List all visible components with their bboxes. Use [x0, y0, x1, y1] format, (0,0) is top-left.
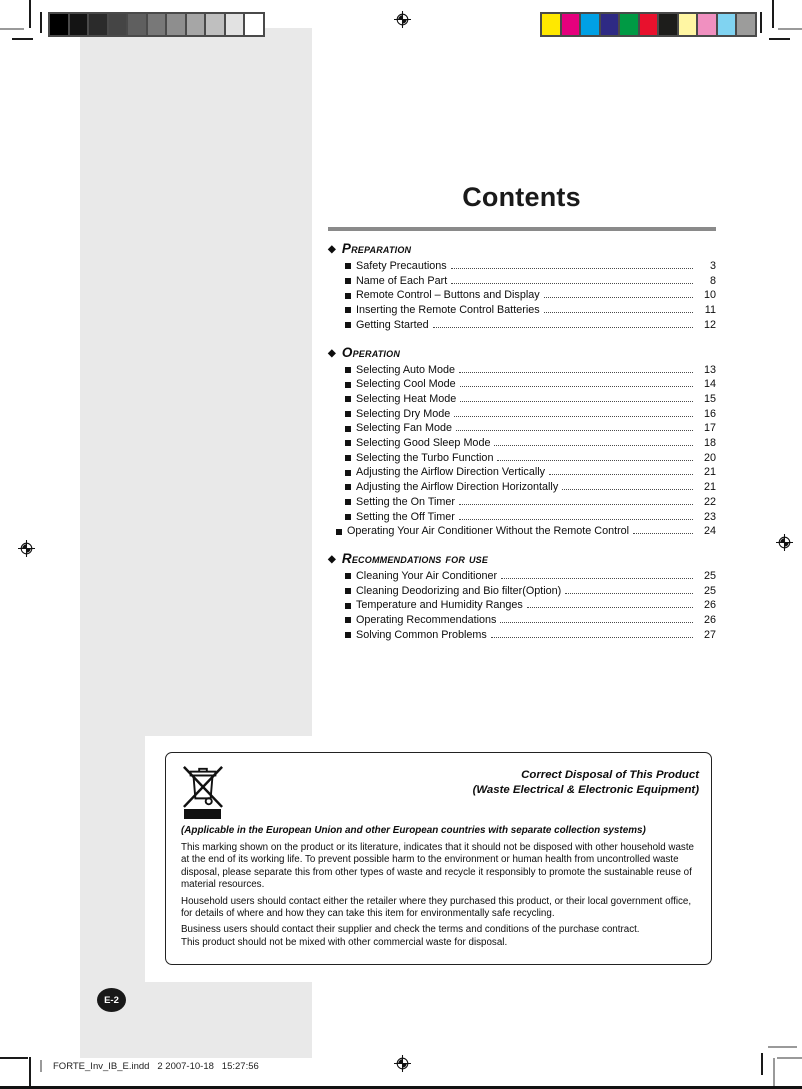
toc-item [328, 480, 716, 495]
toc-item [328, 613, 716, 628]
toc-page-number: 22 [703, 495, 716, 508]
toc-leader [500, 622, 693, 623]
toc-leader [451, 268, 693, 269]
toc-item [328, 259, 716, 274]
square-bullet-icon [345, 426, 351, 432]
color-swatch [698, 14, 718, 35]
toc-item [328, 524, 716, 539]
toc [328, 241, 716, 643]
toc-item-label: Selecting Fan Mode [356, 422, 453, 435]
square-bullet-icon [345, 322, 351, 328]
grayscale-swatch [109, 14, 129, 35]
toc-page-number: 14 [703, 378, 716, 391]
toc-item-label: Selecting Good Sleep Mode [356, 437, 491, 450]
toc-item [328, 363, 716, 378]
toc-item [328, 392, 716, 407]
toc-page-number: 3 [709, 260, 716, 272]
toc-leader [544, 297, 693, 298]
toc-page-number: 18 [703, 437, 716, 450]
square-bullet-icon [345, 617, 351, 623]
square-bullet-icon [345, 367, 351, 373]
toc-leader [451, 283, 693, 284]
toc-item [328, 569, 716, 584]
grayscale-swatch [89, 14, 109, 35]
toc-item [328, 407, 716, 422]
color-swatch [679, 14, 699, 35]
toc-page-number: 17 [703, 422, 716, 435]
toc-leader [459, 372, 693, 373]
toc-page-number: 26 [703, 599, 716, 612]
grayscale-swatch [206, 14, 226, 35]
toc-leader [460, 386, 693, 387]
square-bullet-icon [345, 632, 351, 638]
registration-mark-icon [18, 540, 35, 557]
toc-item-label: Cleaning Deodorizing and Bio filter(Option) [356, 584, 562, 597]
toc-page-number: 25 [703, 569, 716, 582]
title-rule [328, 227, 716, 231]
color-swatch [718, 14, 738, 35]
toc-page-number: 13 [703, 363, 716, 376]
toc-page-number: 23 [703, 510, 716, 523]
registration-mark-icon [776, 534, 793, 551]
toc-item-label: Operating Your Air Conditioner Without the Remote Control [347, 525, 630, 538]
registration-mark-icon [394, 1055, 411, 1072]
crop-mark [761, 1053, 763, 1075]
toc-item-label: Setting the Off Timer [356, 510, 455, 523]
toc-item-label: Adjusting the Airflow Direction Horizontally [356, 481, 559, 494]
color-swatch [601, 14, 621, 35]
toc-section-heading-label: Recommendations for use [341, 550, 489, 566]
page-number-badge: E-2 [97, 988, 126, 1012]
square-bullet-icon [345, 514, 351, 520]
toc-leader [633, 533, 693, 534]
toc-item [328, 318, 716, 333]
toc-leader [497, 460, 693, 461]
crop-mark [777, 1057, 802, 1059]
crop-mark [0, 1057, 28, 1059]
color-swatch [640, 14, 660, 35]
square-bullet-icon [345, 499, 351, 505]
toc-page-number: 25 [703, 584, 716, 597]
weee-crossed-bin-icon [182, 759, 224, 811]
toc-item-label: Operating Recommendations [356, 614, 497, 627]
crop-mark [773, 1058, 775, 1087]
square-bullet-icon [336, 529, 342, 535]
toc-section [328, 241, 716, 333]
toc-item-label: Setting the On Timer [356, 495, 456, 508]
grayscale-swatch [70, 14, 90, 35]
toc-page-number: 20 [703, 451, 716, 464]
square-bullet-icon [345, 278, 351, 284]
toc-leader [459, 519, 693, 520]
toc-leader [527, 607, 693, 608]
crop-mark [29, 1057, 31, 1087]
toc-page-number: 11 [704, 304, 716, 317]
toc-item-label: Temperature and Humidity Ranges [356, 599, 523, 612]
toc-page-number: 10 [703, 289, 716, 302]
disposal-title-line1: Correct Disposal of This Product [521, 769, 699, 781]
grayscale-swatch [187, 14, 207, 35]
grayscale-swatch [50, 14, 70, 35]
toc-item [328, 451, 716, 466]
toc-item [328, 436, 716, 451]
toc-leader [565, 593, 693, 594]
toc-item-label: Safety Precautions [356, 260, 447, 272]
color-swatch [562, 14, 582, 35]
toc-page-number: 12 [703, 318, 716, 331]
toc-item-label: Remote Control – Buttons and Display [356, 289, 540, 302]
toc-page-number: 16 [703, 407, 716, 420]
color-swatch [581, 14, 601, 35]
toc-page-number: 21 [703, 481, 716, 494]
toc-item-label: Solving Common Problems [356, 628, 487, 641]
toc-item-label: Inserting the Remote Control Batteries [356, 304, 540, 317]
crop-mark [772, 0, 774, 28]
toc-leader [433, 327, 693, 328]
color-swatch [620, 14, 640, 35]
toc-leader [459, 504, 693, 505]
color-swatch [737, 14, 755, 35]
grayscale-swatch [128, 14, 148, 35]
disposal-paragraph: Household users should contact either the retailer where they purchased this product, or their local government office, for details of where and how they can take this item for environmentally safe recycling. [181, 895, 692, 920]
registration-mark-icon [394, 11, 411, 28]
toc-leader [456, 430, 693, 431]
disposal-title [473, 768, 699, 797]
color-swatch [542, 14, 562, 35]
square-bullet-icon [345, 263, 351, 269]
weee-black-bar [184, 809, 221, 819]
toc-page-number: 8 [709, 274, 716, 287]
grayscale-swatch [167, 14, 187, 35]
toc-item [328, 628, 716, 643]
toc-item [328, 303, 716, 318]
toc-page-number: 21 [703, 466, 716, 479]
toc-section-heading [328, 241, 716, 256]
toc-item [328, 598, 716, 613]
toc-item-label: Selecting Auto Mode [356, 363, 456, 376]
toc-section [328, 551, 716, 643]
left-gray-band-top [80, 28, 312, 736]
crop-mark [12, 38, 33, 40]
toc-item [328, 584, 716, 599]
toc-item-label: Getting Started [356, 318, 429, 331]
toc-item [328, 288, 716, 303]
disposal-paragraphs [181, 842, 698, 953]
diamond-icon: ◆ [328, 347, 336, 359]
crop-mark [40, 12, 42, 33]
toc-leader [562, 489, 693, 490]
toc-page-number: 27 [703, 628, 716, 641]
toc-item [328, 274, 716, 289]
diamond-icon: ◆ [328, 553, 336, 565]
disposal-title-line2: (Waste Electrical & Electronic Equipment) [472, 783, 699, 796]
toc-leader [491, 637, 693, 638]
toc-item [328, 510, 716, 525]
square-bullet-icon [345, 573, 351, 579]
toc-item-label: Name of Each Part [356, 274, 448, 287]
square-bullet-icon [345, 293, 351, 299]
disposal-subtitle: (Applicable in the European Union and other European countries with separate collection systems) [181, 825, 646, 836]
crop-mark [778, 28, 802, 30]
toc-section [328, 345, 716, 539]
toc-item-label: Cleaning Your Air Conditioner [356, 569, 498, 582]
square-bullet-icon [345, 307, 351, 313]
toc-section-heading [328, 345, 716, 360]
color-calibration-bar [540, 12, 757, 37]
toc-page-number: 26 [703, 614, 716, 627]
color-swatch [659, 14, 679, 35]
square-bullet-icon [345, 484, 351, 490]
toc-item-label: Adjusting the Airflow Direction Vertically [356, 466, 546, 479]
disposal-paragraph: This marking shown on the product or its literature, indicates that it should not be disposed with other household waste at the end of its working life. To prevent possible harm to the environment or human health from uncontrolled waste disposal, please separate this from other types of waste and recycle it responsibly to promote the sustainable reuse of material resources. [181, 842, 694, 891]
toc-leader [460, 401, 693, 402]
disposal-paragraph: This product should not be mixed with other commercial waste for disposal. [181, 936, 508, 948]
toc-item [328, 377, 716, 392]
square-bullet-icon [345, 396, 351, 402]
toc-leader [549, 474, 693, 475]
grayscale-swatch [245, 14, 263, 35]
grayscale-calibration-bar [48, 12, 265, 37]
disposal-notice-box [165, 752, 712, 965]
toc-section-heading-label: Preparation [341, 241, 412, 256]
toc-item [328, 465, 716, 480]
crop-mark [40, 1060, 42, 1072]
square-bullet-icon [345, 411, 351, 417]
square-bullet-icon [345, 455, 351, 461]
square-bullet-icon [345, 440, 351, 446]
toc-item [328, 421, 716, 436]
toc-item [328, 495, 716, 510]
disposal-paragraph: Business users should contact their supplier and check the terms and conditions of the purchase contract. [181, 924, 640, 936]
left-gray-band-middle [80, 736, 145, 982]
toc-item-label: Selecting the Turbo Function [356, 451, 494, 464]
toc-page-number: 15 [703, 392, 716, 405]
crop-mark [29, 0, 31, 28]
toc-item-label: Selecting Dry Mode [356, 407, 451, 420]
toc-leader [501, 578, 693, 579]
crop-mark [769, 38, 790, 40]
square-bullet-icon [345, 588, 351, 594]
square-bullet-icon [345, 382, 351, 388]
toc-page-number: 24 [703, 525, 716, 538]
crop-mark [768, 1046, 797, 1048]
crop-mark [0, 28, 24, 30]
print-footer: FORTE_Inv_IB_E.indd 2 2007-10-18 15:27:56 [53, 1061, 259, 1072]
toc-item-label: Selecting Cool Mode [356, 378, 456, 391]
toc-leader [494, 445, 693, 446]
toc-section-heading [328, 551, 716, 566]
toc-section-heading-label: Operation [341, 344, 401, 360]
toc-item-label: Selecting Heat Mode [356, 392, 457, 405]
square-bullet-icon [345, 470, 351, 476]
grayscale-swatch [226, 14, 246, 35]
square-bullet-icon [345, 603, 351, 609]
grayscale-swatch [148, 14, 168, 35]
toc-leader [454, 416, 693, 417]
diamond-icon: ◆ [328, 244, 336, 255]
crop-mark [760, 12, 762, 33]
toc-leader [544, 312, 693, 313]
page-title: Contents [462, 182, 581, 212]
